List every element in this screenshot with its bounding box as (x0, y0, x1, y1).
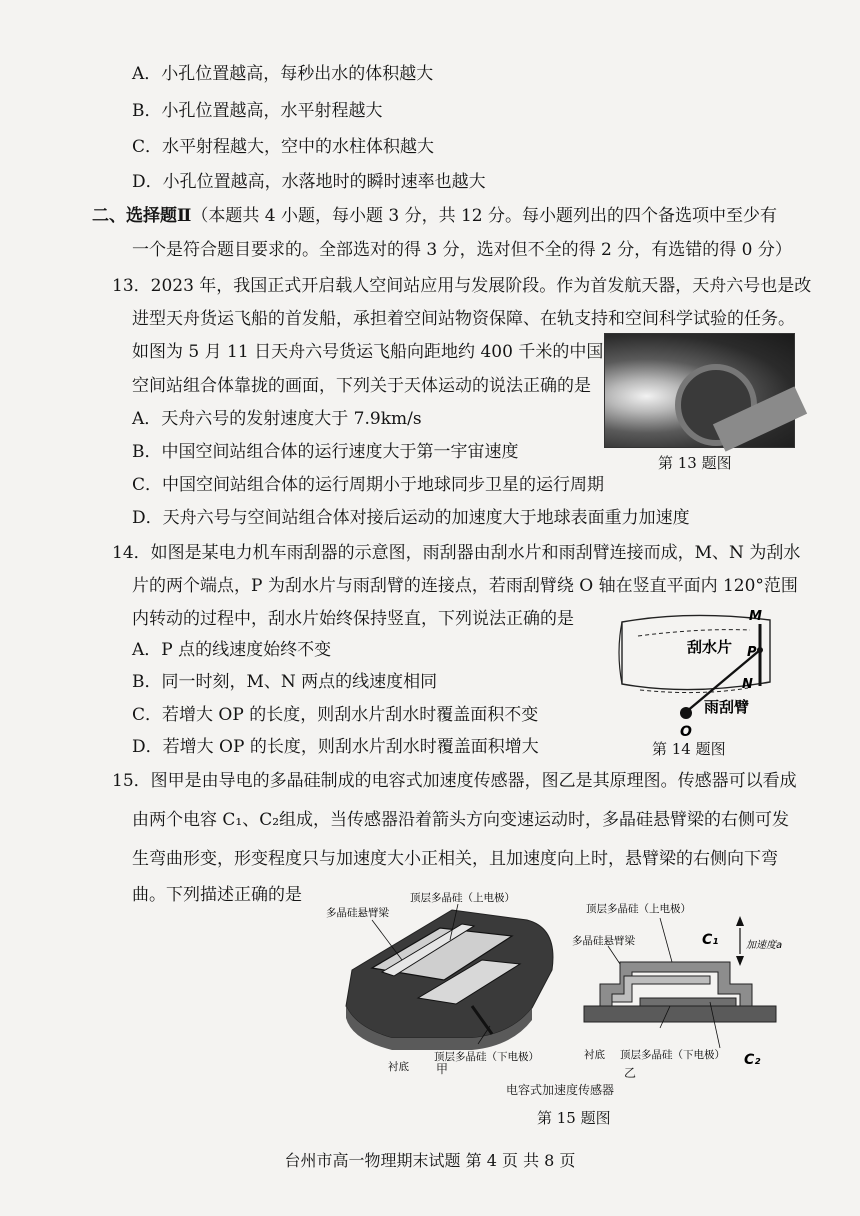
q15-line-1: 15．图甲是由导电的多晶硅制成的电容式加速度传感器，图乙是其原理图。传感器可以看成 (112, 771, 797, 791)
accel-label: 加速度a (746, 940, 783, 951)
label-c1: C₁ (702, 932, 719, 948)
q12-option-c: C．水平射程越大，空中的水柱体积越大 (132, 137, 435, 157)
q14-option-b: B．同一时刻，M、N 两点的线速度相同 (132, 672, 438, 692)
section2-title: 二、选择题Ⅱ (92, 206, 192, 226)
q13-line-4: 空间站组合体靠拢的画面，下列关于天体运动的说法正确的是 (132, 376, 591, 396)
q15-caption: 第 15 题图 (537, 1109, 611, 1127)
section2-line2: 一个是符合题目要求的。全部选对的得 3 分，选对但不全的得 2 分，有选错的得 0 分） (132, 240, 792, 260)
q13-line-2: 进型天舟货运飞船的首发船，承担着空间站物资保障、在轨支持和空间科学试验的任务。 (132, 309, 795, 329)
q15-line-4: 曲。下列描述正确的是 (132, 885, 302, 905)
left-beam-label: 多晶硅悬臂梁 (326, 907, 389, 919)
label-n: N (742, 677, 753, 692)
label-m: M (749, 609, 762, 624)
q14-option-c: C．若增大 OP 的长度，则刮水片刮水时覆盖面积不变 (132, 705, 539, 725)
point-p (757, 647, 763, 653)
q15-line-2: 由两个电容 C₁、C₂组成，当传感器沿着箭头方向变速运动时，多晶硅悬臂梁的右侧可发 (132, 810, 790, 830)
q13-option-a: A．天舟六号的发射速度大于 7.9km/s (132, 409, 422, 429)
label-c2: C₂ (744, 1052, 761, 1068)
q12-option-b: B．小孔位置越高，水平射程越大 (132, 101, 383, 121)
right-bottom-label: 顶层多晶硅（下电极） (620, 1049, 725, 1061)
q13-line-3: 如图为 5 月 11 日天舟六号货运飞船向距地约 400 千米的中国 (132, 342, 604, 362)
q13-option-d: D．天舟六号与空间站组合体对接后运动的加速度大于地球表面重力加速度 (132, 508, 690, 528)
label-blade: 刮水片 (687, 638, 733, 656)
q13-option-b: B．中国空间站组合体的运行速度大于第一宇宙速度 (132, 442, 519, 462)
q15-figure-title: 电容式加速度传感器 (506, 1083, 615, 1097)
left-substrate-label: 衬底 (388, 1061, 409, 1073)
right-substrate-label: 衬底 (584, 1049, 605, 1061)
q14-option-d: D．若增大 OP 的长度，则刮水片刮水时覆盖面积增大 (132, 737, 539, 757)
label-o: O (680, 724, 692, 740)
left-bottom-label: 顶层多晶硅（下电极） (434, 1051, 539, 1063)
right-figure-tag: 乙 (624, 1066, 637, 1080)
sweep-upper-dashed (638, 630, 750, 636)
q14-line-1: 14．如图是某电力机车雨刮器的示意图，雨刮器由刮水片和雨刮臂连接而成，M、N 为刮水 (112, 543, 801, 563)
label-arm: 雨刮臂 (704, 698, 750, 716)
q12-option-a: A．小孔位置越高，每秒出水的体积越大 (132, 64, 434, 84)
q14-line-2: 片的两个端点，P 为刮水片与雨刮臂的连接点，若雨刮臂绕 O 轴在竖直平面内 120°范围 (132, 576, 798, 596)
right-beam-label: 多晶硅悬臂梁 (572, 935, 635, 947)
left-figure-tag: 甲 (436, 1062, 449, 1076)
q13-caption: 第 13 题图 (658, 454, 732, 472)
q13-photo (604, 333, 795, 448)
right-bottom-electrode (640, 998, 736, 1006)
q15-figure-right (572, 898, 800, 1078)
pivot-o (680, 707, 692, 719)
right-top-leader (660, 918, 672, 962)
right-top-label: 顶层多晶硅（上电极） (586, 903, 691, 915)
right-substrate (584, 1006, 776, 1022)
q12-option-d: D．小孔位置越高，水落地时的瞬时速率也越大 (132, 172, 486, 192)
page-footer: 台州市高一物理期末试题 第 4 页 共 8 页 (284, 1151, 576, 1170)
q13-option-c: C．中国空间站组合体的运行周期小于地球同步卫星的运行周期 (132, 475, 605, 495)
q15-figure-left (322, 888, 572, 1078)
left-top-label: 顶层多晶硅（上电极） (410, 892, 515, 904)
label-p: P (747, 645, 757, 660)
q14-option-a: A．P 点的线速度始终不变 (132, 640, 332, 660)
q14-wiper-figure (600, 600, 800, 760)
q14-line-3: 内转动的过程中，刮水片始终保持竖直，下列说法正确的是 (132, 609, 574, 629)
q15-line-3: 生弯曲形变，形变程度只与加速度大小正相关，且加速度向上时，悬臂梁的右侧向下弯 (132, 849, 778, 869)
section2-header (92, 204, 777, 228)
q14-caption: 第 14 题图 (652, 740, 726, 758)
q13-line-1: 13．2023 年，我国正式开启载人空间站应用与发展阶段。作为首发航天器，天舟六号也是改 (112, 276, 812, 296)
section2-line1: （本题共 4 小题，每小题 3 分，共 12 分。每小题列出的四个备选项中至少有 (191, 206, 778, 226)
right-beam-leader (608, 946, 620, 964)
